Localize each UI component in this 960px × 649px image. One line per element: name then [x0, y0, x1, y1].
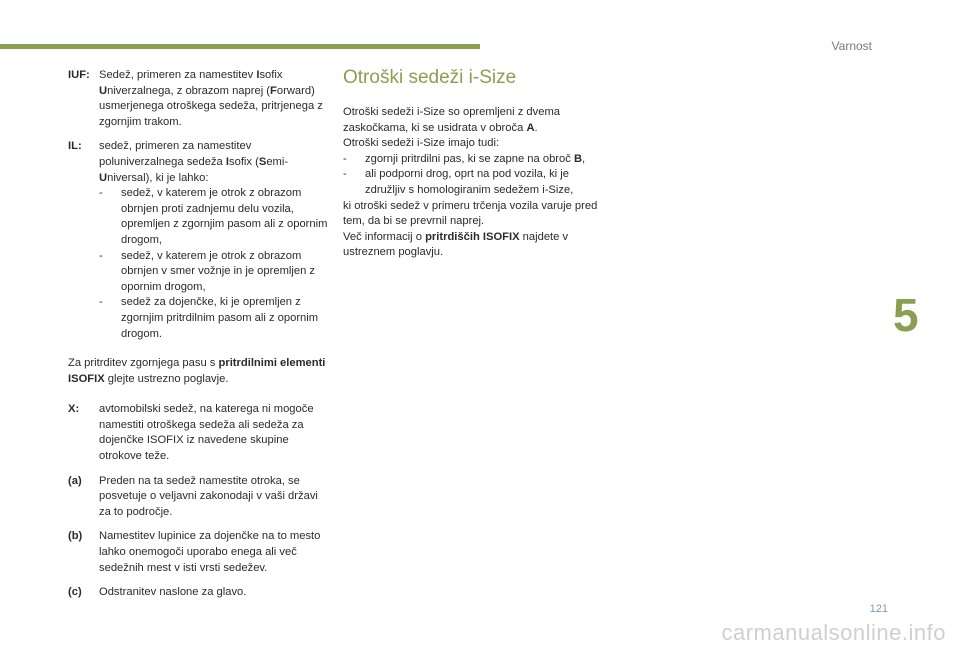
def-term: X: [68, 403, 80, 416]
header-accent-bar [0, 44, 480, 49]
def-c [68, 585, 328, 601]
def-desc: Namestitev lupinice za dojenčke na to mesto lahko onemogoči uporabo enega ali več sedežnih mest v isti vrsti sedežev. [99, 530, 321, 574]
right-column [343, 66, 605, 261]
def-term: IL: [68, 140, 82, 153]
intro-text: Otroški sedeži i-Size so opremljeni z dvema zaskočkama, ki se usidrata v obroča A. [343, 106, 560, 134]
def-term: IUF: [68, 69, 90, 81]
left-column [68, 68, 328, 610]
def-b [68, 529, 328, 576]
def-desc: avtomobilski sedež, na katerega ni mogoče namestiti otroškega sedeža ali sedeža za dojenčke ISOFIX iz navedene skupine otrokove teže. [99, 403, 314, 463]
intro-tudi: Otroški sedeži i-Size imajo tudi: [343, 137, 500, 150]
def-desc: Preden na ta sedež namestite otroka, se posvetuje o veljavni zakonodaji v vaši državi za to področje. [99, 474, 318, 518]
list-item: - ali podporni drog, oprt na pod vozila, ki je združljiv s homologiranim sedežem i-Size, [343, 168, 574, 196]
page-number: 121 [869, 603, 888, 615]
def-term: (b) [68, 530, 83, 543]
def-il [68, 139, 328, 342]
after-text: ki otroški sedež v primeru trčenja vozila varuje pred tem, da bi se prevrnil naprej. [343, 199, 598, 228]
def-term: (c) [68, 586, 82, 599]
page-title: Otroški sedeži i-Size [343, 67, 517, 88]
more-info: Več informacij o pritrdiščih ISOFIX najdete v ustreznem poglavju. [343, 230, 569, 259]
isofix-note: Za pritrditev zgornjega pasu s pritrdilnimi elementi ISOFIX glejte ustrezno poglavje. [68, 357, 326, 385]
def-a [68, 474, 328, 521]
def-iuf [68, 68, 328, 130]
watermark: carmanualsonline.info [721, 620, 946, 645]
def-x [68, 402, 328, 464]
def-desc: sedež, primeren za namestitev poluniverzalnega sedeža Isofix (Semi-Universal), ki je lahko: - sedež, v katerem je otrok z obrazom obrnjen proti zadnjemu delu vozila, opremljen z zgornjim pasom ali z opornim drogom, - sedež, v katerem je otrok z obrazom obrnjen v smer vožnje in je opremljen z opornim drogom, - sedež za dojenčke, ki je opremljen z zgornjim pritrdilnim pasom ali z opornim drogom. [99, 139, 328, 342]
list-item: - sedež, v katerem je otrok z obrazom obrnjen proti zadnjemu delu vozila, opremljen z zgornjim pasom ali z opornim drogom, [99, 187, 328, 246]
chapter-number: 5 [893, 289, 919, 341]
list-item: - zgornji pritrdilni pas, ki se zapne na obroč B, [343, 152, 586, 165]
def-term: (a) [68, 474, 82, 487]
def-desc: Sedež, primeren za namestitev Isofix Univerzalnega, z obrazom naprej (Forward) usmerjenega otroškega sedeža, pritrjenega z zgornjim trakom. [99, 69, 323, 128]
list-item: - sedež za dojenčke, ki je opremljen z zgornjim pritrdilnim pasom ali z opornim drogom. [99, 296, 319, 340]
section-title: Varnost [831, 39, 872, 53]
list-item: - sedež, v katerem je otrok z obrazom obrnjen v smer vožnje in je opremljen z opornim drogom, [99, 249, 316, 293]
def-desc: Odstranitev naslone za glavo. [99, 586, 247, 599]
